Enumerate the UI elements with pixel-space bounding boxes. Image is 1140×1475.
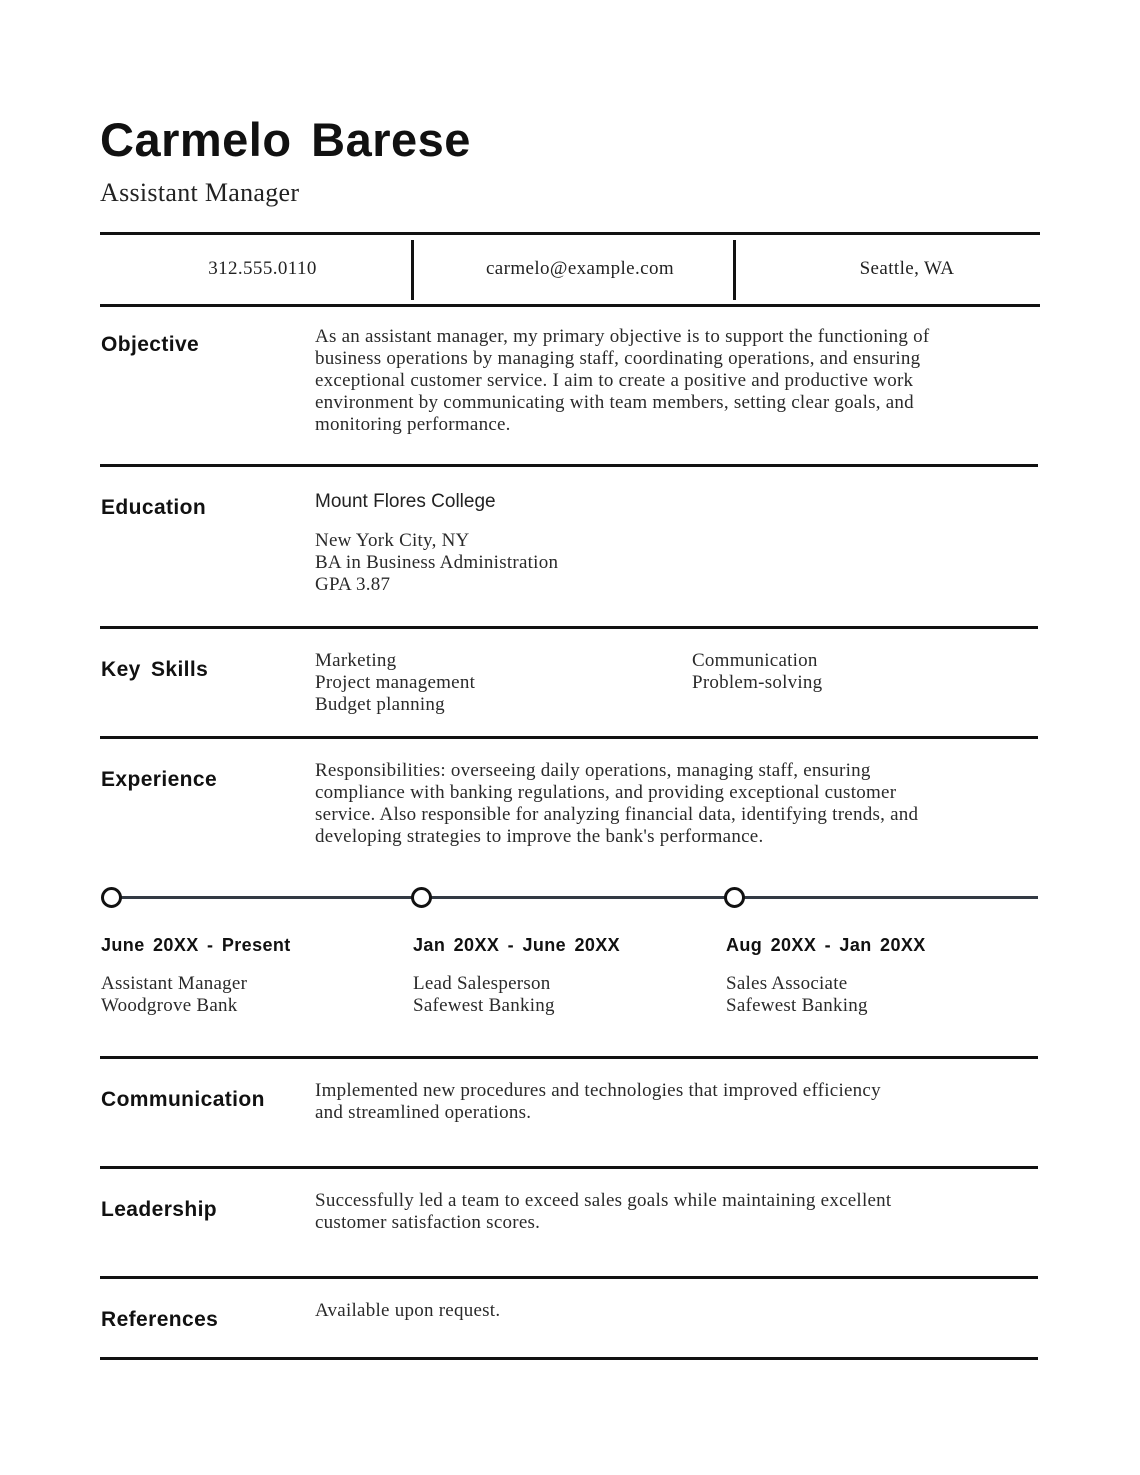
objective-line: As an assistant manager, my primary objective is to support the functioning of	[315, 326, 930, 347]
section-divider	[100, 1056, 1038, 1059]
contact-bottom-rule	[100, 304, 1040, 307]
leadership-text	[315, 1190, 891, 1234]
job-dates: Aug 20XX - Jan 20XX	[726, 935, 926, 955]
skill-item: Budget planning	[315, 694, 445, 715]
job-title: Sales Associate	[726, 973, 848, 994]
skill-item: Communication	[692, 650, 818, 671]
section-divider	[100, 464, 1038, 467]
timeline-line	[110, 896, 1038, 899]
skills-heading: Key Skills	[101, 658, 209, 681]
job-title: Assistant Manager	[100, 178, 300, 207]
job-company: Woodgrove Bank	[101, 995, 238, 1016]
section-divider	[100, 626, 1038, 629]
timeline-node	[101, 887, 122, 908]
section-divider	[100, 1276, 1038, 1279]
references-heading: References	[101, 1308, 219, 1331]
leadership-line: customer satisfaction scores.	[315, 1212, 541, 1233]
objective-line: monitoring performance.	[315, 414, 511, 435]
experience-line: Responsibilities: overseeing daily operations, managing staff, ensuring	[315, 760, 871, 781]
education-heading: Education	[101, 496, 207, 519]
objective-heading: Objective	[101, 333, 200, 356]
experience-line: service. Also responsible for analyzing financial data, identifying trends, and	[315, 804, 919, 825]
leadership-line: Successfully led a team to exceed sales goals while maintaining excellent	[315, 1190, 892, 1211]
education-line: BA in Business Administration	[315, 552, 559, 573]
phone-number: 312.555.0110	[208, 258, 317, 279]
communication-line: and streamlined operations.	[315, 1102, 532, 1123]
education-line: GPA 3.87	[315, 574, 391, 595]
objective-line: environment by communicating with team members, setting clear goals, and	[315, 392, 914, 413]
objective-text	[315, 326, 929, 436]
education-line: New York City, NY	[315, 530, 470, 551]
job-company: Safewest Banking	[726, 995, 868, 1016]
job-entry	[101, 973, 247, 1017]
communication-line: Implemented new procedures and technologies that improved efficiency	[315, 1080, 881, 1101]
timeline-node	[411, 887, 432, 908]
communication-text	[315, 1080, 881, 1124]
job-dates: June 20XX - Present	[101, 935, 291, 955]
contact-top-rule	[100, 232, 1040, 235]
job-company: Safewest Banking	[413, 995, 555, 1016]
references-text: Available upon request.	[315, 1300, 501, 1321]
skills-column-2	[692, 650, 822, 694]
communication-heading: Communication	[101, 1088, 265, 1111]
job-entry	[413, 973, 555, 1017]
skills-column-1	[315, 650, 475, 716]
skill-item: Problem-solving	[692, 672, 823, 693]
job-title: Lead Salesperson	[413, 973, 551, 994]
section-divider	[100, 1357, 1038, 1360]
leadership-heading: Leadership	[101, 1198, 218, 1221]
location: Seattle, WA	[859, 258, 955, 279]
job-title: Assistant Manager	[101, 973, 248, 994]
school-name: Mount Flores College	[315, 491, 496, 512]
experience-text	[315, 760, 918, 848]
timeline-node	[724, 887, 745, 908]
education-details	[315, 530, 558, 596]
section-divider	[100, 1166, 1038, 1169]
experience-line: compliance with banking regulations, and providing exceptional customer	[315, 782, 897, 803]
email-address: carmelo@example.com	[485, 258, 675, 279]
skill-item: Marketing	[315, 650, 397, 671]
objective-line: exceptional customer service. I aim to create a positive and productive work	[315, 370, 914, 391]
skill-item: Project management	[315, 672, 476, 693]
objective-line: business operations by managing staff, coordinating operations, and ensuring	[315, 348, 921, 369]
job-dates: Jan 20XX - June 20XX	[413, 935, 621, 955]
experience-line: developing strategies to improve the bank's performance.	[315, 826, 764, 847]
section-divider	[100, 736, 1038, 739]
job-entry	[726, 973, 868, 1017]
experience-heading: Experience	[101, 768, 218, 791]
candidate-name: Carmelo Barese	[100, 113, 471, 166]
